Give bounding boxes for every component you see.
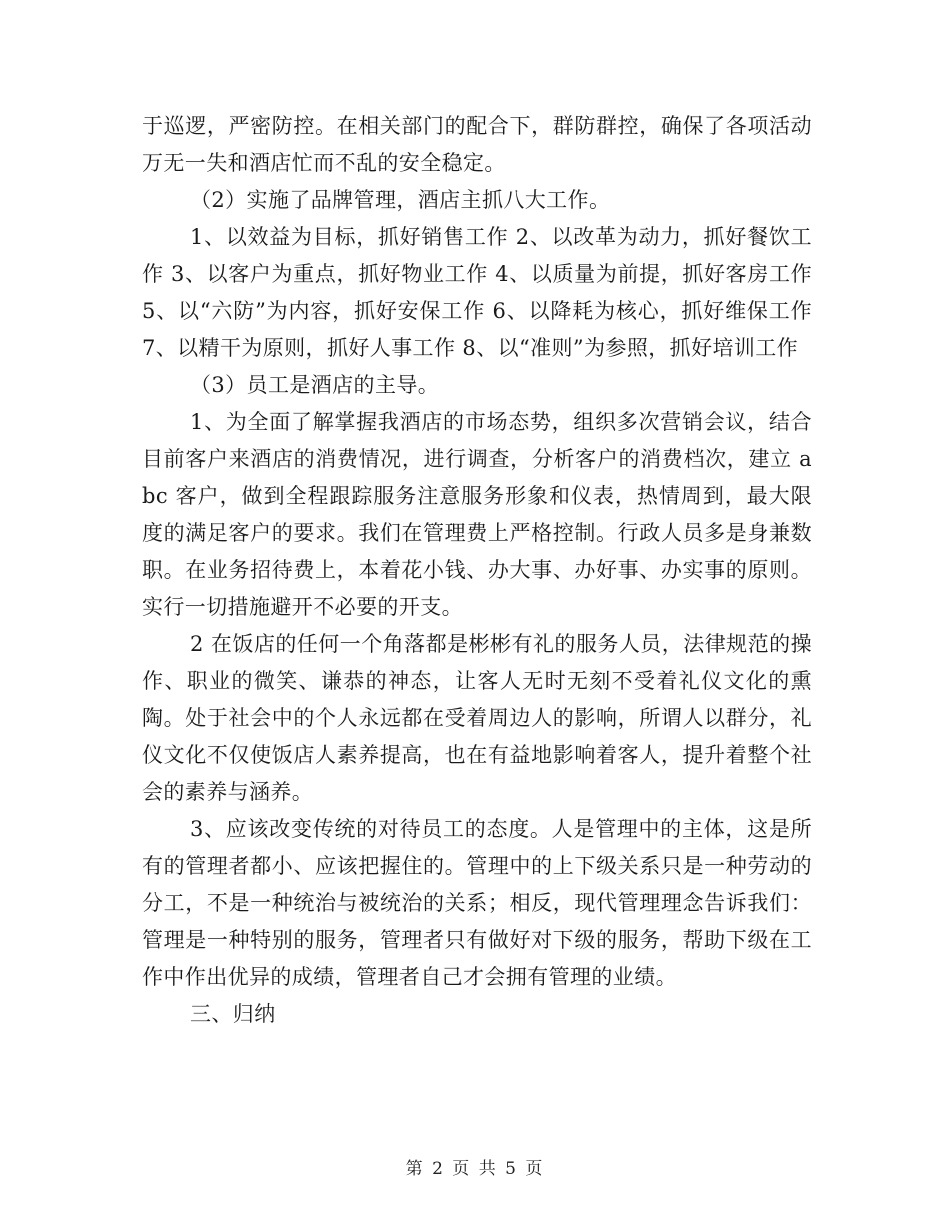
section-heading-summary: 三、归纳 [190, 1002, 276, 1026]
paragraph-marketing: 1、为全面了解掌握我酒店的市场态势，组织多次营销会议，结合目前客户来酒店的消费情况，进行调查，分析客户的消费档次，建立 abc 客户，做到全程跟踪服务注意服务形象和仪表，热情周到，最大限度的满足客户的要求。我们在管理费上严格控制。行政人员多是身兼数职。在业务招待费上，本着花小钱、办大事、办好事、办实事的原则。实行一切措施避开不必要的开支。 [142, 410, 812, 619]
document-body [142, 108, 820, 1033]
paragraph-eight-tasks: 1、以效益为目标，抓好销售工作 2、以改革为动力，抓好餐饮工作 3、以客户为重点，抓好物业工作 4、以质量为前提，抓好客房工作 5、以“六防”为内容，抓好安保工作 6、以降耗为核心，抓好维保工作 7、以精干为原则，抓好人事工作 8、以“准则”为参照，抓好培训工作 [142, 225, 820, 360]
section-heading-staff: （3）员工是酒店的主导。 [190, 373, 440, 397]
paragraph-etiquette: 2 在饭店的任何一个角落都是彬彬有礼的服务人员，法律规范的操作、职业的微笑、谦恭的神态，让客人无时无刻不受着礼仪文化的熏陶。处于社会中的个人永远都在受着周边人的影响，所谓人以群分，礼仪文化不仅使饭店人素养提高，也在有益地影响着客人，提升着整个社会的素养与涵养。 [142, 632, 812, 804]
paragraph-continuation: 于巡逻，严密防控。在相关部门的配合下，群防群控，确保了各项活动万无一失和酒店忙而不乱的安全稳定。 [142, 114, 812, 175]
section-heading-brand-management: （2）实施了品牌管理，酒店主抓八大工作。 [190, 188, 611, 212]
page-footer: 第 2 页 共 5 页 [405, 1159, 545, 1179]
paragraph-management-attitude: 3、应该改变传统的对待员工的态度。人是管理中的主体，这是所有的管理者都小、应该把握住的。管理中的上下级关系只是一种劳动的分工，不是一种统治与被统治的关系；相反，现代管理理念告诉我们：管理是一种特别的服务，管理者只有做好对下级的服务，帮助下级在工作中作出优异的成绩，管理者自己才会拥有管理的业绩。 [142, 817, 812, 989]
